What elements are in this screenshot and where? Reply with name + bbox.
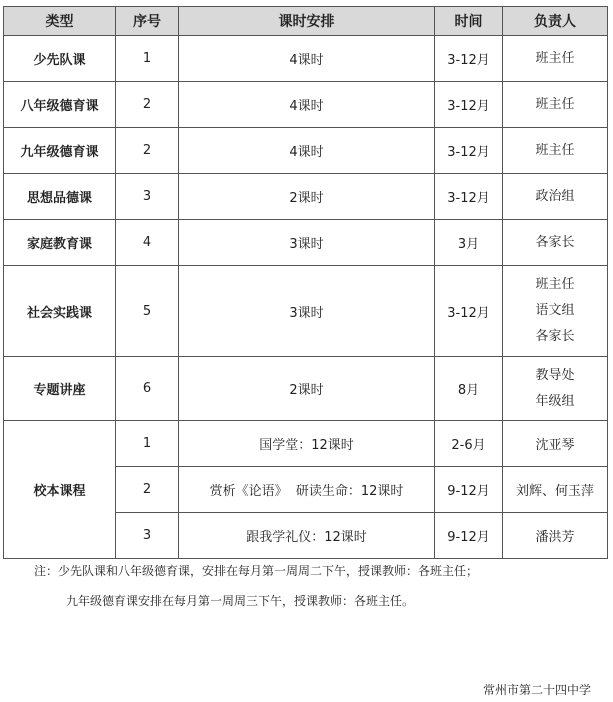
note-line-2: 九年级德育课安排在每月第一周周三下午，授课教师：各班主任。 [66, 594, 415, 608]
row-responsible [503, 266, 608, 357]
row-seq: 2 [116, 82, 179, 128]
row-time: 8月 [435, 357, 503, 421]
row-type: 八年级德育课 [4, 82, 116, 128]
row-time: 9-12月 [435, 467, 503, 513]
row-seq: 1 [116, 36, 179, 82]
row-time: 3月 [435, 220, 503, 266]
row-responsible [503, 357, 608, 421]
row-responsible [503, 174, 608, 220]
row-seq: 5 [116, 266, 179, 357]
row-schedule: 4课时 [179, 128, 435, 174]
table-row [4, 357, 608, 421]
row-type: 校本课程 [4, 421, 116, 559]
table-row [4, 128, 608, 174]
row-schedule: 跟我学礼仪：12课时 [179, 513, 435, 559]
row-responsible [503, 220, 608, 266]
row-type: 思想品德课 [4, 174, 116, 220]
row-responsible: 沈亚琴 [503, 421, 608, 467]
row-responsible: 刘辉、何玉萍 [503, 467, 608, 513]
row-schedule: 赏析《论语》 研读生命：12课时 [179, 467, 435, 513]
row-responsible [503, 36, 608, 82]
row-schedule: 2课时 [179, 174, 435, 220]
header-seq: 序号 [116, 7, 179, 36]
row-seq: 2 [116, 467, 179, 513]
responsible-line: 语文组 [535, 303, 575, 318]
table-row [4, 174, 608, 220]
note-line-1: 注：少先队课和八年级德育课，安排在每月第一周周二下午，授课教师：各班主任； [34, 564, 479, 578]
row-time: 3-12月 [435, 174, 503, 220]
table-row [4, 266, 608, 357]
header-time: 时间 [435, 7, 503, 36]
responsible-line: 教导处 [535, 367, 575, 383]
schedule-table [3, 6, 608, 559]
row-responsible: 潘洪芳 [503, 513, 608, 559]
row-schedule: 4课时 [179, 36, 435, 82]
responsible-line: 政治组 [535, 188, 575, 204]
responsible-line: 班主任 [535, 142, 575, 158]
row-type: 家庭教育课 [4, 220, 116, 266]
responsible-line: 各家长 [535, 234, 575, 250]
header-responsible: 负责人 [503, 7, 608, 36]
row-seq: 6 [116, 357, 179, 421]
row-time: 3-12月 [435, 82, 503, 128]
row-time: 3-12月 [435, 128, 503, 174]
row-time: 3-12月 [435, 266, 503, 357]
header-row [4, 7, 608, 36]
responsible-line: 班主任 [535, 50, 575, 66]
row-seq: 4 [116, 220, 179, 266]
responsible-line: 班主任 [535, 96, 575, 112]
row-time: 2-6月 [435, 421, 503, 467]
responsible-line: 年级组 [535, 393, 575, 409]
table-row [4, 220, 608, 266]
row-time: 9-12月 [435, 513, 503, 559]
row-time: 3-12月 [435, 36, 503, 82]
table-row [4, 421, 608, 467]
row-schedule: 3课时 [179, 266, 435, 357]
row-type: 专题讲座 [4, 357, 116, 421]
row-seq: 3 [116, 513, 179, 559]
row-schedule: 4课时 [179, 82, 435, 128]
row-type: 九年级德育课 [4, 128, 116, 174]
responsible-line: 班主任 [535, 277, 575, 292]
row-responsible [503, 82, 608, 128]
responsible-line: 各家长 [535, 329, 575, 344]
row-seq: 3 [116, 174, 179, 220]
row-responsible [503, 128, 608, 174]
row-type: 少先队课 [4, 36, 116, 82]
school-name: 常州市第二十四中学 [482, 683, 591, 697]
row-seq: 1 [116, 421, 179, 467]
row-seq: 2 [116, 128, 179, 174]
table-row [4, 36, 608, 82]
header-type: 类型 [4, 7, 116, 36]
row-schedule: 3课时 [179, 220, 435, 266]
row-type: 社会实践课 [4, 266, 116, 357]
header-schedule: 课时安排 [179, 7, 435, 36]
row-schedule: 国学堂：12课时 [179, 421, 435, 467]
row-schedule: 2课时 [179, 357, 435, 421]
table-row [4, 82, 608, 128]
